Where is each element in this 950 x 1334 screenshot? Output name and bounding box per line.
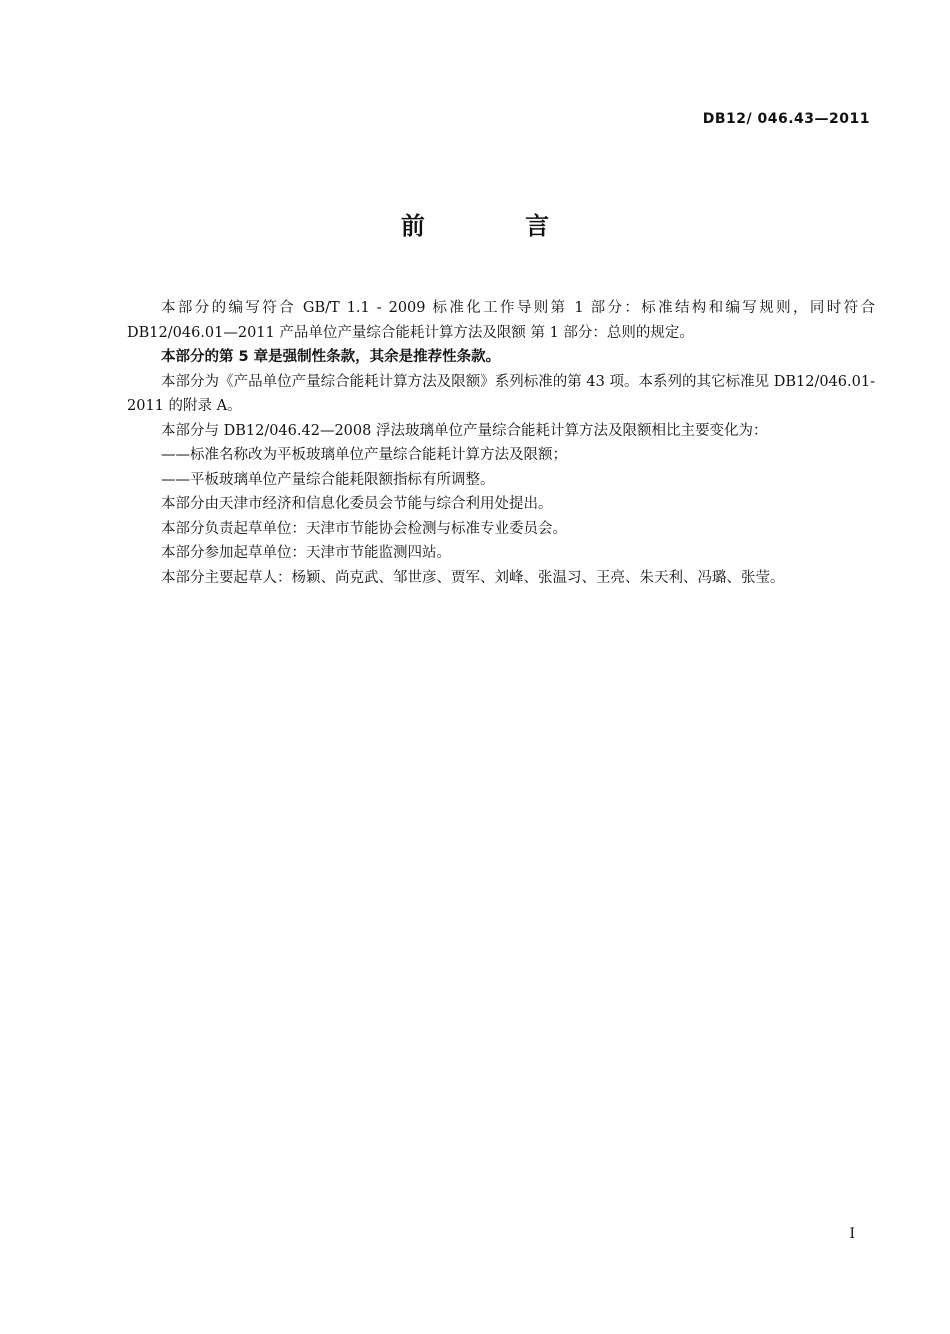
paragraph-change-item: ——平板玻璃单位产量综合能耗限额指标有所调整。 <box>161 471 495 488</box>
paragraph-change-item: ——标准名称改为平板玻璃单位产量综合能耗计算方法及限额； <box>161 447 567 463</box>
paragraph-changes-intro: 本部分与 DB12/046.42—2008 浮法玻璃单位产量综合能耗计算方法及限额相比主要变化为： <box>161 422 768 439</box>
paragraph-drafting-rules: 本部分的编写符合 GB/T 1.1 - 2009 标准化工作导则第 1 部分：标准结构和编写规则，同时符合 DB12/046.01—2011 产品单位产量综合能耗计算方法及限额 第 1 部分：总则的规定。 <box>127 300 875 341</box>
document-body <box>127 296 875 590</box>
paragraph-lead-drafter: 本部分负责起草单位：天津市节能协会检测与标准专业委员会。 <box>161 520 567 537</box>
paragraph-participating-drafter: 本部分参加起草单位：天津市节能监测四站。 <box>161 545 451 561</box>
document-number: DB12/ 046.43—2011 <box>702 111 870 127</box>
paragraph-series-note: 本部分为《产品单位产量综合能耗计算方法及限额》系列标准的第 43 项。本系列的其它标准见 DB12/046.01-2011 的附录 A。 <box>127 373 875 414</box>
page-number: I <box>849 1226 855 1242</box>
page-title: 前 言 <box>400 212 596 240</box>
paragraph-authors: 本部分主要起草人：杨颖、尚克武、邹世彦、贾军、刘峰、张温习、王亮、朱天利、冯璐、张莹。 <box>161 569 785 586</box>
paragraph-proposer: 本部分由天津市经济和信息化委员会节能与综合利用处提出。 <box>161 496 553 512</box>
paragraph-mandatory-clause: 本部分的第 5 章是强制性条款，其余是推荐性条款。 <box>161 349 501 365</box>
